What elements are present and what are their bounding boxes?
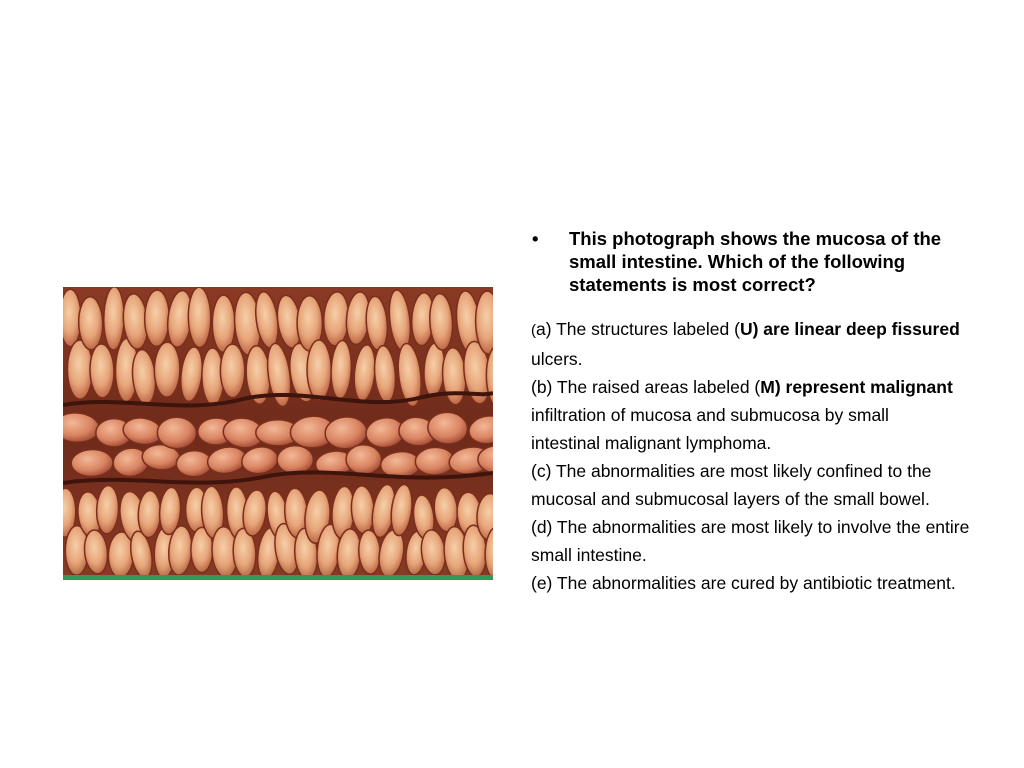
mucosal-fold: [188, 287, 211, 347]
option-a-prefix: a) The structures labeled (: [536, 319, 740, 339]
option-e-line-1: (e) The abnormalities are cured by antibiotic treatment.: [531, 573, 956, 593]
option-a-continuation: ulcers.: [531, 349, 583, 369]
question-text: This photograph shows the mucosa of the small intestine. Which of the following statements is most correct?: [569, 228, 942, 295]
option-b-bold: M) represent malignant: [760, 377, 953, 397]
mucosal-fold: [154, 342, 180, 397]
option-b-continuation-2: intestinal malignant lymphoma.: [531, 433, 772, 453]
mucosa-photo-drawing: [63, 287, 493, 580]
mucosal-fold: [220, 344, 245, 398]
option-d-line-1: (d) The abnormalities are most likely to involve the entire: [531, 517, 970, 537]
raised-nodule: [277, 446, 313, 474]
raised-nodule: [345, 444, 382, 475]
question-bullet-row: [532, 227, 972, 296]
option-b-prefix: (b) The raised areas labeled (: [531, 377, 761, 397]
mucosal-fold: [89, 344, 114, 398]
raised-nodule: [71, 449, 113, 477]
raised-nodule: [157, 417, 197, 450]
answer-options: [531, 318, 971, 600]
option-a-open-paren: (: [531, 322, 536, 339]
option-b: [531, 376, 971, 398]
mucosal-fold: [78, 297, 103, 350]
raised-nodule: [176, 450, 213, 477]
option-a: [531, 318, 971, 342]
mucosal-fold: [103, 287, 124, 350]
option-b-continuation-1: infiltration of mucosa and submucosa by small: [531, 405, 889, 425]
option-c-line-1: (c) The abnormalities are most likely confined to the: [531, 461, 932, 481]
mucosal-fold: [307, 340, 332, 401]
green-edge-strip: [63, 575, 493, 580]
question-block: [532, 227, 972, 296]
mucosal-fold: [144, 290, 169, 347]
option-d-line-2: small intestine.: [531, 545, 647, 565]
option-a-bold: U) are linear deep fissured: [739, 319, 960, 339]
option-c-line-2: mucosal and submucosal layers of the small bowel.: [531, 489, 930, 509]
mucosa-photograph: [63, 287, 493, 580]
bullet-icon: •: [532, 228, 539, 249]
